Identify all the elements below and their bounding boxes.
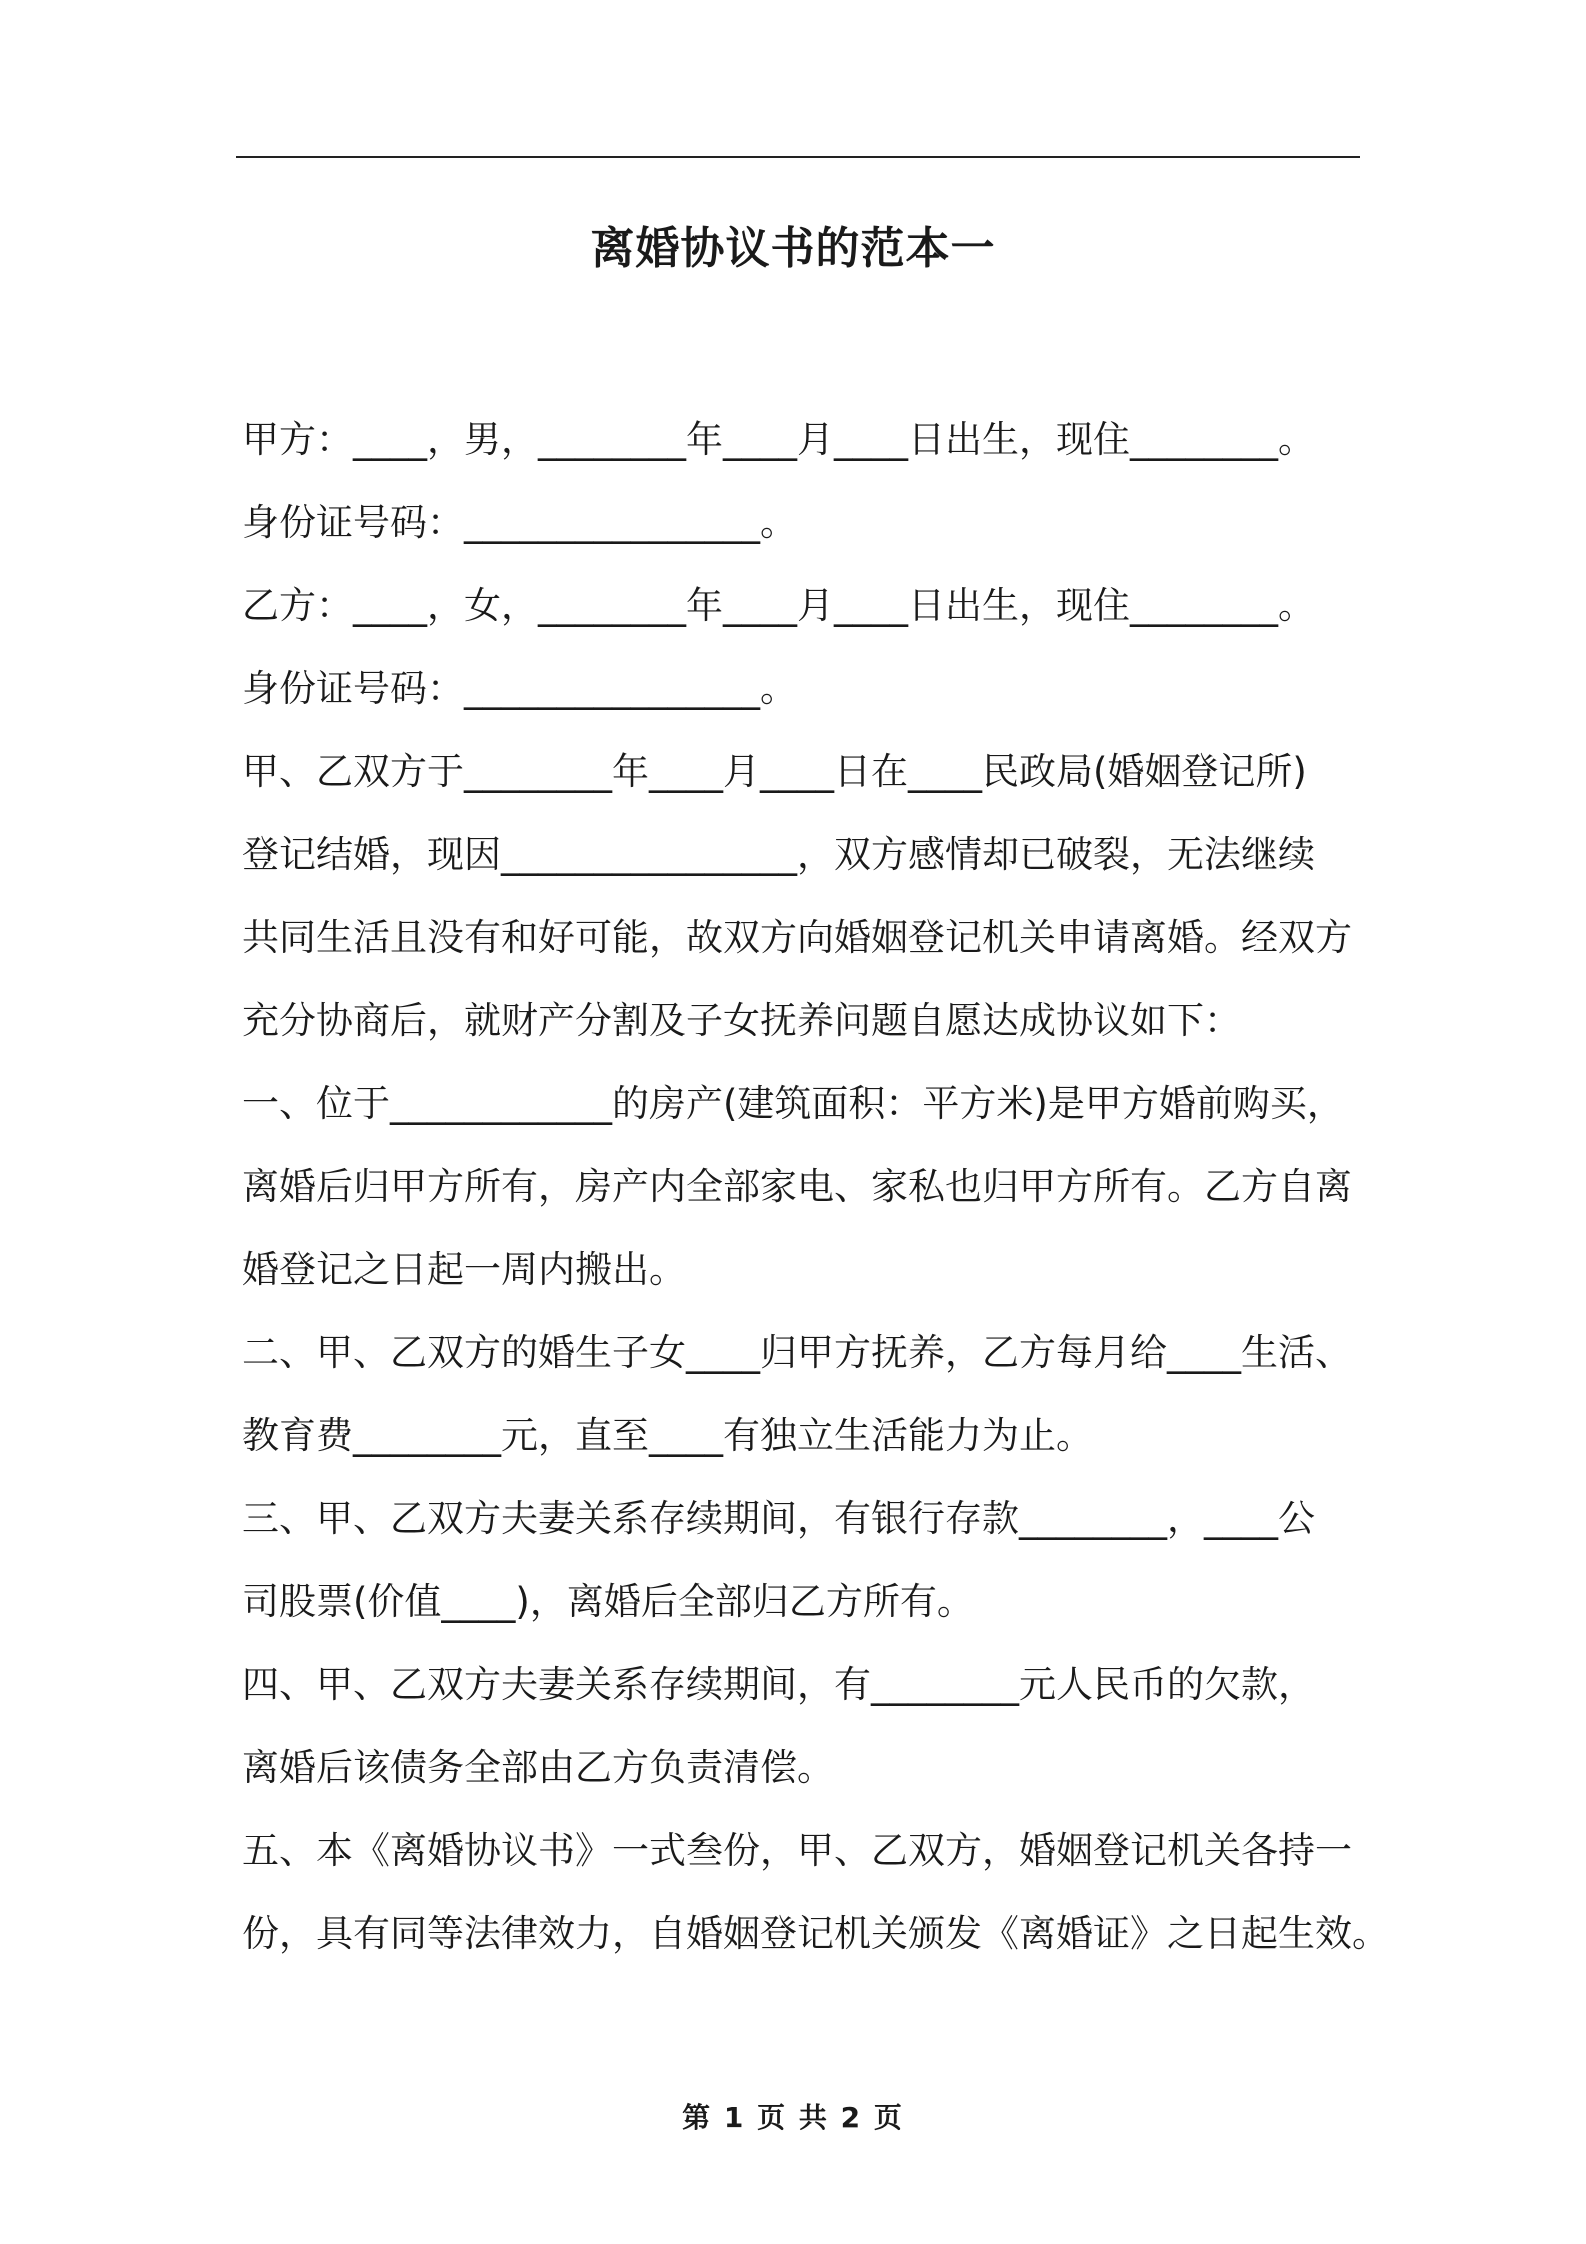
text-line-2: 身份证号码：________________。 (242, 501, 797, 544)
document-title: 离婚协议书的范本一 (590, 223, 996, 274)
text-line-19: 份，具有同等法律效力，自婚姻登记机关颁发《离婚证》之日起生效。 (242, 1912, 1389, 1955)
text-line-12: 二、甲、乙双方的婚生子女____归甲方抚养，乙方每月给____生活、 (242, 1331, 1352, 1374)
text-line-4: 身份证号码：________________。 (242, 667, 797, 710)
text-line-18: 五、本《离婚协议书》一式叁份，甲、乙双方，婚姻登记机关各持一 (242, 1829, 1352, 1872)
text-line-1: 甲方：____，男，________年____月____日出生，现住________。 (242, 418, 1315, 461)
text-line-9: 一、位于____________的房产(建筑面积：平方米)是甲方婚前购买， (242, 1082, 1344, 1125)
text-line-16: 四、甲、乙双方夫妻关系存续期间，有________元人民币的欠款， (242, 1663, 1315, 1706)
text-line-3: 乙方：____，女，________年____月____日出生，现住________。 (242, 584, 1315, 627)
text-line-11: 婚登记之日起一周内搬出。 (242, 1248, 686, 1291)
page-number-footer: 第 1 页 共 2 页 (682, 2101, 904, 2134)
text-line-17: 离婚后该债务全部由乙方负责清偿。 (242, 1746, 834, 1789)
text-line-6: 登记结婚，现因________________，双方感情却已破裂，无法继续 (242, 833, 1315, 876)
agreement-body (242, 405, 1389, 1982)
text-line-5: 甲、乙双方于________年____月____日在____民政局(婚姻登记所) (242, 750, 1307, 793)
text-line-7: 共同生活且没有和好可能，故双方向婚姻登记机关申请离婚。经双方 (242, 916, 1352, 959)
text-line-15: 司股票(价值____)，离婚后全部归乙方所有。 (242, 1580, 974, 1623)
text-line-13: 教育费________元，直至____有独立生活能力为止。 (242, 1414, 1093, 1457)
header-rule (236, 156, 1360, 158)
text-line-14: 三、甲、乙双方夫妻关系存续期间，有银行存款________，____公 (242, 1497, 1315, 1540)
text-line-10: 离婚后归甲方所有，房产内全部家电、家私也归甲方所有。乙方自离 (242, 1165, 1352, 1208)
text-line-8: 充分协商后，就财产分割及子女抚养问题自愿达成协议如下： (242, 999, 1241, 1042)
